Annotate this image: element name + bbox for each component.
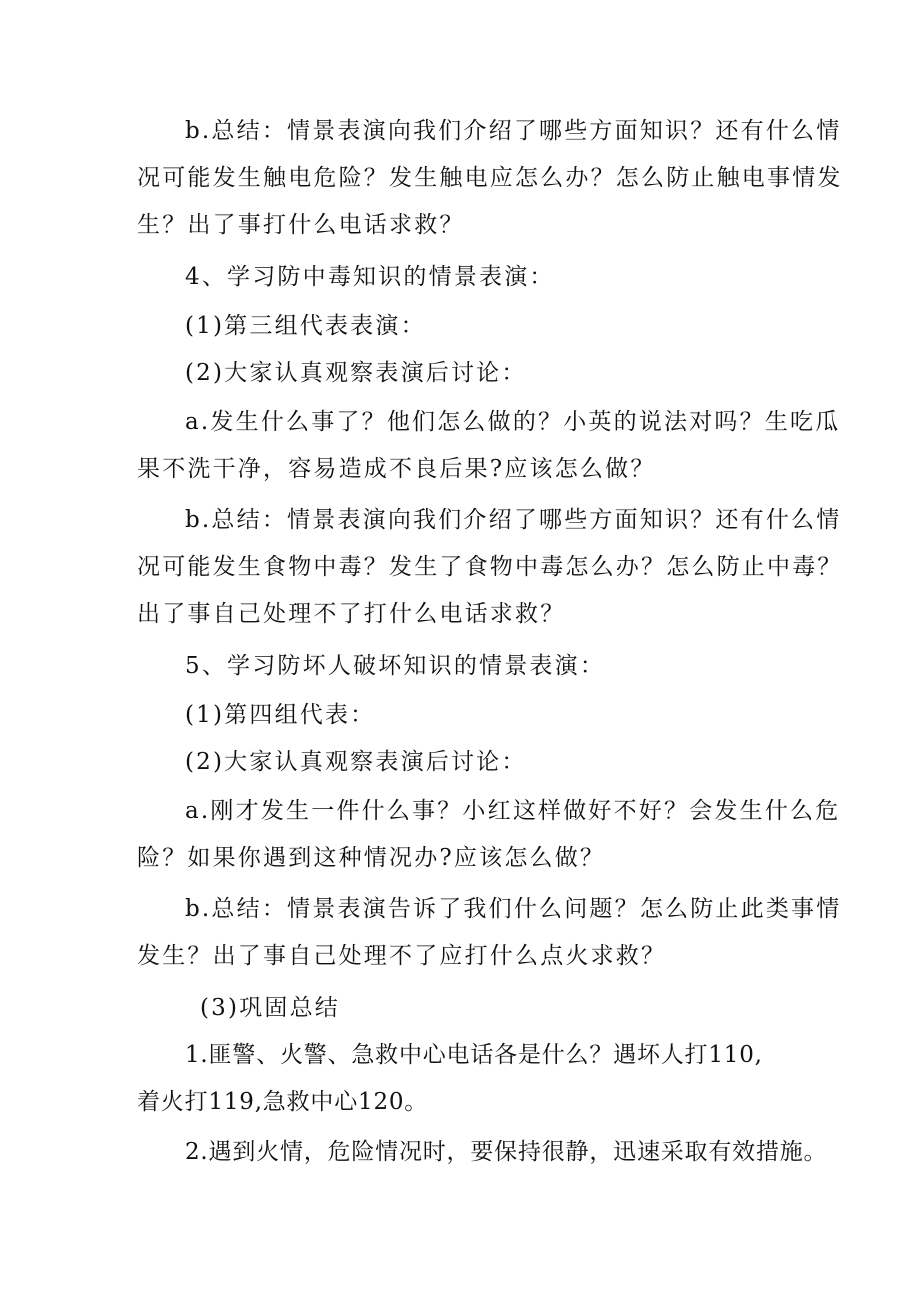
list-item-4-1: (1)第三组代表表演： bbox=[185, 313, 426, 339]
paragraph-line-16: 险？如果你遇到这种情况办?应该怎么做？ bbox=[137, 845, 606, 871]
summary-item-1-line-2: 着火打119,急救中心120。 bbox=[137, 1089, 429, 1115]
paragraph-line-8: 果不洗干净，容易造成不良后果?应该怎么做？ bbox=[137, 456, 656, 482]
paragraph-line-9: b.总结：情景表演向我们介绍了哪些方面知识？还有什么情 bbox=[185, 507, 842, 533]
paragraph-line-15: a.刚才发生一件什么事？小红这样做好不好？会发生什么危 bbox=[185, 798, 841, 824]
paragraph-line-11: 出了事自己处理不了打什么电话求救？ bbox=[137, 601, 566, 627]
paragraph-line-10: 况可能发生食物中毒？发生了食物中毒怎么办？怎么防止中毒？ bbox=[137, 554, 843, 580]
list-item-5-2: (2)大家认真观察表演后讨论： bbox=[185, 749, 527, 775]
paragraph-line-7: a.发生什么事了？他们怎么做的？小英的说法对吗？生吃瓜 bbox=[185, 409, 841, 435]
paragraph-line-18: 发生？出了事自己处理不了应打什么点火求救？ bbox=[137, 943, 667, 969]
paragraph-line-1: b.总结：情景表演向我们介绍了哪些方面知识？还有什么情 bbox=[185, 118, 842, 144]
list-item-4-2: (2)大家认真观察表演后讨论： bbox=[185, 360, 527, 386]
paragraph-line-3: 生？出了事打什么电话求救？ bbox=[137, 212, 465, 238]
paragraph-line-17: b.总结：情景表演告诉了我们什么问题？怎么防止此类事情 bbox=[185, 896, 842, 922]
section-heading-5: 5、学习防坏人破坏知识的情景表演： bbox=[185, 653, 606, 679]
list-item-5-1: (1)第四组代表： bbox=[185, 702, 376, 728]
section-heading-3: (3)巩固总结 bbox=[200, 995, 340, 1021]
paragraph-line-2: 况可能发生触电危险？发生触电应怎么办？怎么防止触电事情发 bbox=[137, 165, 843, 191]
summary-item-2: 2.遇到火情，危险情况时，要保持很静，迅速采取有效措施。 bbox=[185, 1139, 828, 1165]
summary-item-1-line-1: 1.匪警、火警、急救中心电话各是什么？遇坏人打110, bbox=[185, 1042, 763, 1068]
section-heading-4: 4、学习防中毒知识的情景表演： bbox=[185, 264, 555, 290]
